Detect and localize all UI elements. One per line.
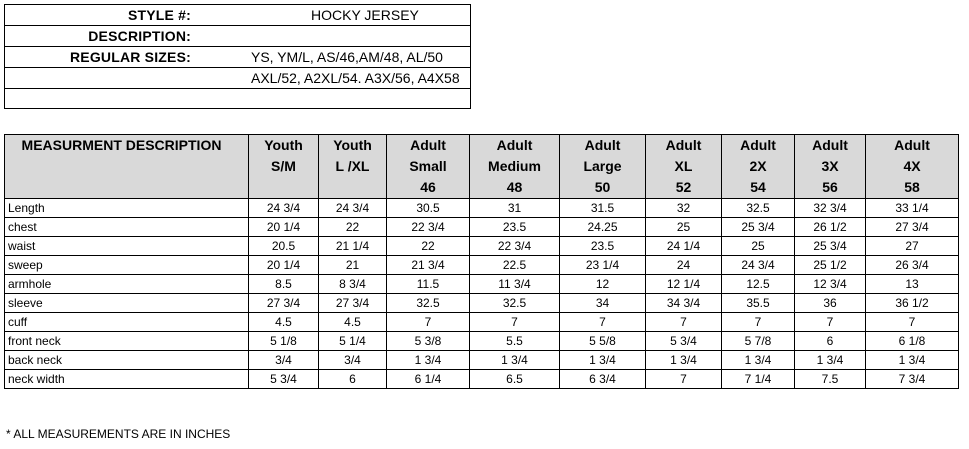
measurement-cell: 32.5: [470, 294, 560, 313]
measurement-cell: 27 3/4: [866, 218, 959, 237]
header-size-column: [319, 135, 387, 199]
measurement-cell: 6 1/8: [866, 332, 959, 351]
measurement-cell: 7: [646, 313, 722, 332]
measurement-cell: 1 3/4: [722, 351, 795, 370]
measurement-cell: 32: [646, 199, 722, 218]
measurement-cell: 7: [722, 313, 795, 332]
measurement-cell: 24: [646, 256, 722, 275]
measurement-cell: 33 1/4: [866, 199, 959, 218]
measurement-cell: 1 3/4: [795, 351, 866, 370]
measurement-cell: 6.5: [470, 370, 560, 389]
header-size-line: Adult: [584, 137, 621, 153]
measurement-cell: 27 3/4: [249, 294, 319, 313]
spec-info-block: [4, 4, 471, 109]
measurement-cell: 5 5/8: [560, 332, 646, 351]
measurement-cell: 23.5: [560, 237, 646, 256]
measurement-cell: 1 3/4: [866, 351, 959, 370]
header-size-line: Youth: [264, 137, 303, 153]
table-row: [5, 218, 959, 237]
measurement-cell: 5 3/4: [249, 370, 319, 389]
measurement-cell: 32 3/4: [795, 199, 866, 218]
measurement-cell: 34 3/4: [646, 294, 722, 313]
header-size-line: 2X: [749, 158, 767, 174]
measurement-cell: 22: [387, 237, 470, 256]
measurement-cell: 7 3/4: [866, 370, 959, 389]
header-size-line: Adult: [894, 137, 930, 153]
measurement-cell: 12.5: [722, 275, 795, 294]
measurement-cell: 22: [319, 218, 387, 237]
measurement-cell: 26 1/2: [795, 218, 866, 237]
header-size-line: 50: [594, 179, 611, 195]
header-measurement-description: MEASURMENT DESCRIPTION: [5, 135, 249, 199]
measurement-cell: 5.5: [470, 332, 560, 351]
style-row: [4, 4, 471, 25]
header-size-line: Adult: [496, 137, 533, 153]
header-size-line: L /XL: [335, 158, 370, 174]
header-size-line: S/M: [271, 158, 296, 174]
measurement-cell: 7.5: [795, 370, 866, 389]
measurement-cell: 22 3/4: [387, 218, 470, 237]
measurement-cell: 24.25: [560, 218, 646, 237]
style-value: HOCKY JERSEY: [311, 7, 419, 23]
row-label: cuff: [5, 313, 249, 332]
header-size-line: 58: [904, 179, 920, 195]
measurement-cell: 7: [795, 313, 866, 332]
measurement-cell: 27 3/4: [319, 294, 387, 313]
measurement-cell: 5 7/8: [722, 332, 795, 351]
measurement-cell: 31: [470, 199, 560, 218]
header-size-column: [249, 135, 319, 199]
sizes-line-1: YS, YM/L, AS/46,AM/48, AL/50: [251, 49, 443, 65]
table-row: [5, 351, 959, 370]
row-label: chest: [5, 218, 249, 237]
measurement-cell: 25: [722, 237, 795, 256]
measurement-cell: 24 3/4: [722, 256, 795, 275]
description-row: [4, 25, 471, 46]
header-size-column: [866, 135, 959, 199]
header-size-column: [795, 135, 866, 199]
measurement-cell: 7: [646, 370, 722, 389]
blank-row: [4, 88, 471, 109]
measurement-cell: 20.5: [249, 237, 319, 256]
table-row: [5, 370, 959, 389]
row-label: sweep: [5, 256, 249, 275]
row-label: armhole: [5, 275, 249, 294]
measurement-cell: 3/4: [249, 351, 319, 370]
header-row: [5, 135, 959, 199]
measurement-cell: 6: [795, 332, 866, 351]
measurement-cell: 4.5: [249, 313, 319, 332]
table-row: [5, 332, 959, 351]
header-size-line: 48: [506, 179, 523, 195]
sizes-row: [4, 46, 471, 67]
measurement-cell: 12 1/4: [646, 275, 722, 294]
measurement-cell: 5 3/8: [387, 332, 470, 351]
measurement-cell: 7: [560, 313, 646, 332]
measurement-cell: 5 1/8: [249, 332, 319, 351]
measurement-cell: 26 3/4: [866, 256, 959, 275]
measurement-cell: 20 1/4: [249, 256, 319, 275]
measurement-cell: 23 1/4: [560, 256, 646, 275]
measurement-cell: 13: [866, 275, 959, 294]
measurement-cell: 6 3/4: [560, 370, 646, 389]
header-size-line: Adult: [812, 137, 848, 153]
measurement-cell: 24 3/4: [249, 199, 319, 218]
measurement-cell: 25 1/2: [795, 256, 866, 275]
header-size-line: [319, 177, 386, 198]
table-row: [5, 199, 959, 218]
header-size-line: Adult: [740, 137, 776, 153]
sizes-continued-row: [4, 67, 471, 88]
measurement-cell: 34: [560, 294, 646, 313]
measurement-cell: 5 3/4: [646, 332, 722, 351]
measurement-cell: 24 3/4: [319, 199, 387, 218]
header-size-line: Large: [583, 158, 622, 174]
footnote: * ALL MEASUREMENTS ARE IN INCHES: [6, 427, 231, 441]
measurement-cell: 8.5: [249, 275, 319, 294]
header-size-line: Medium: [488, 158, 541, 174]
header-size-column: [722, 135, 795, 199]
measurement-cell: 12 3/4: [795, 275, 866, 294]
measurement-cell: 22 3/4: [470, 237, 560, 256]
measurement-cell: 7: [866, 313, 959, 332]
measurement-cell: 32.5: [722, 199, 795, 218]
table-row: [5, 294, 959, 313]
sizes-label: REGULAR SIZES:: [69, 49, 191, 65]
header-size-line: XL: [674, 158, 693, 174]
style-label: STYLE #:: [127, 7, 191, 23]
table-row: [5, 275, 959, 294]
measurement-cell: 31.5: [560, 199, 646, 218]
measurement-cell: 1 3/4: [560, 351, 646, 370]
header-size-column: [470, 135, 560, 199]
measurement-cell: 11.5: [387, 275, 470, 294]
header-size-line: Adult: [410, 137, 446, 153]
header-size-line: 52: [675, 179, 692, 195]
header-size-line: 54: [750, 179, 766, 195]
table-row: [5, 313, 959, 332]
measurement-cell: 1 3/4: [646, 351, 722, 370]
measurement-table: [4, 134, 959, 389]
description-label: DESCRIPTION:: [88, 28, 191, 44]
measurement-cell: 27: [866, 237, 959, 256]
measurement-cell: 36 1/2: [866, 294, 959, 313]
measurement-cell: 6 1/4: [387, 370, 470, 389]
header-size-line: 56: [822, 179, 838, 195]
measurement-cell: 6: [319, 370, 387, 389]
measurement-cell: 21 3/4: [387, 256, 470, 275]
row-label: neck width: [5, 370, 249, 389]
table-row: [5, 237, 959, 256]
header-size-line: [249, 177, 318, 198]
header-size-line: 3X: [821, 158, 839, 174]
header-size-line: 46: [420, 179, 436, 195]
row-label: back neck: [5, 351, 249, 370]
measurement-cell: 23.5: [470, 218, 560, 237]
measurement-cell: 25 3/4: [795, 237, 866, 256]
table-row: [5, 256, 959, 275]
header-size-line: 4X: [903, 158, 921, 174]
measurement-cell: 25 3/4: [722, 218, 795, 237]
measurement-cell: 32.5: [387, 294, 470, 313]
row-label: waist: [5, 237, 249, 256]
table-body: [5, 199, 959, 389]
header-size-line: Adult: [665, 137, 702, 153]
measurement-cell: 1 3/4: [387, 351, 470, 370]
measurement-cell: 24 1/4: [646, 237, 722, 256]
sizes-line-2: AXL/52, A2XL/54. A3X/56, A4X58: [251, 70, 460, 86]
measurement-cell: 25: [646, 218, 722, 237]
measurement-cell: 3/4: [319, 351, 387, 370]
measurement-cell: 5 1/4: [319, 332, 387, 351]
measurement-cell: 12: [560, 275, 646, 294]
measurement-cell: 20 1/4: [249, 218, 319, 237]
measurement-cell: 4.5: [319, 313, 387, 332]
header-size-column: [387, 135, 470, 199]
row-label: front neck: [5, 332, 249, 351]
header-size-column: [560, 135, 646, 199]
measurement-cell: 35.5: [722, 294, 795, 313]
measurement-cell: 22.5: [470, 256, 560, 275]
row-label: Length: [5, 199, 249, 218]
row-label: sleeve: [5, 294, 249, 313]
measurement-cell: 7 1/4: [722, 370, 795, 389]
measurement-cell: 1 3/4: [470, 351, 560, 370]
measurement-cell: 11 3/4: [470, 275, 560, 294]
header-size-column: [646, 135, 722, 199]
measurement-cell: 30.5: [387, 199, 470, 218]
measurement-cell: 7: [470, 313, 560, 332]
measurement-cell: 7: [387, 313, 470, 332]
header-size-line: Small: [409, 158, 447, 174]
measurement-cell: 36: [795, 294, 866, 313]
measurement-cell: 21: [319, 256, 387, 275]
measurement-cell: 21 1/4: [319, 237, 387, 256]
header-size-line: Youth: [333, 137, 372, 153]
measurement-cell: 8 3/4: [319, 275, 387, 294]
